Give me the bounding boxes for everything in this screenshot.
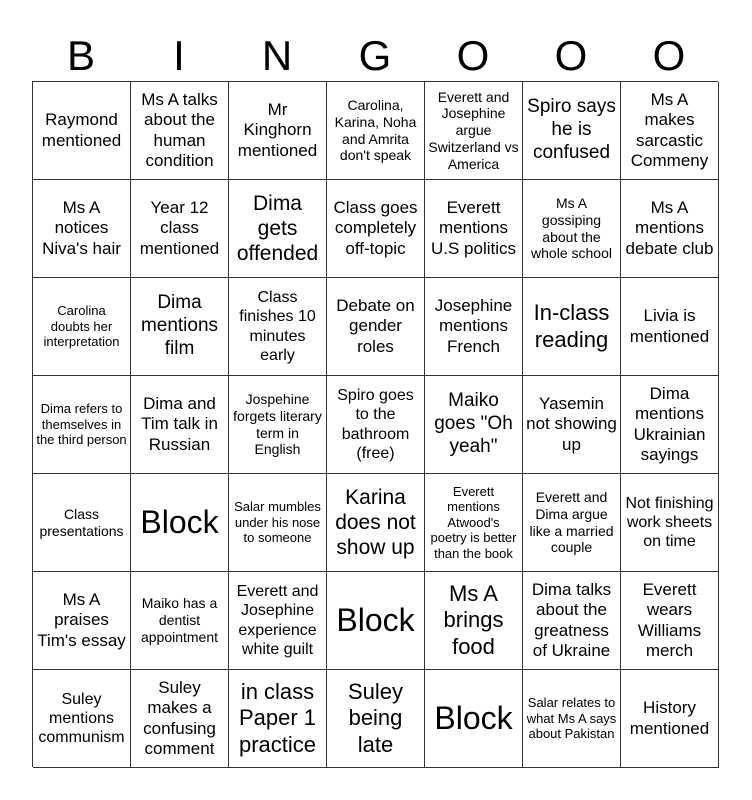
cell-text: Everett mentions Atwood's poetry is better than the book [430,483,517,561]
bingo-cell[interactable] [425,572,523,670]
bingo-cell[interactable] [131,180,229,278]
bingo-cell[interactable] [425,376,523,474]
bingo-cell[interactable] [523,376,621,474]
bingo-cell[interactable] [327,82,425,180]
bingo-cell[interactable] [327,376,425,474]
bingo-cell[interactable] [621,572,719,670]
cell-text: Spiro goes to the bathroom (free) [337,387,414,462]
bingo-cell[interactable] [523,82,621,180]
bingo-cell[interactable] [229,474,327,572]
bingo-cell[interactable] [229,82,327,180]
bingo-cell[interactable] [229,376,327,474]
cell-text: Block [434,700,513,737]
cell-text: Year 12 class mentioned [139,197,220,258]
bingo-cell[interactable] [621,82,719,180]
bingo-cell[interactable] [33,278,131,376]
bingo-cell[interactable] [131,278,229,376]
bingo-cell[interactable] [229,278,327,376]
bingo-cell[interactable] [327,180,425,278]
cell-text: Suley being late [347,678,404,757]
bingo-cell[interactable] [33,670,131,768]
bingo-cell[interactable] [327,474,425,572]
cell-text: Not finishing work sheets on time [625,494,714,551]
cell-text: Salar relates to what Ms A says about Pakistan [526,695,617,742]
bingo-cell[interactable] [523,670,621,768]
bingo-cell[interactable] [33,180,131,278]
cell-text: Raymond mentioned [41,110,122,150]
bingo-header [32,30,718,82]
cell-text: Dima and Tim talk in Russian [141,393,218,454]
header-letter: N [261,32,293,79]
cell-text: Dima refers to themselves in the third person [36,401,127,448]
bingo-cell[interactable] [131,82,229,180]
bingo-cell[interactable] [327,572,425,670]
cell-text: Dima mentions Ukrainian sayings [633,383,706,464]
bingo-cell[interactable] [621,474,719,572]
cell-text: Debate on gender roles [336,295,415,356]
cell-text: Ms A talks about the human condition [141,89,218,170]
cell-text: Spiro says he is confused [527,96,616,163]
cell-text: Mr Kinghorn mentioned [237,99,318,160]
cell-text: Livia is mentioned [629,306,710,346]
bingo-cell[interactable] [425,670,523,768]
cell-text: Everett wears Williams merch [637,579,702,660]
cell-text: Ms A mentions debate club [625,197,714,258]
bingo-cell[interactable] [523,572,621,670]
bingo-cell[interactable] [229,572,327,670]
cell-text: History mentioned [629,698,710,738]
bingo-cell[interactable] [523,278,621,376]
bingo-cell[interactable] [33,572,131,670]
bingo-cell[interactable] [621,180,719,278]
cell-text: Everett and Josephine experience white guilt [236,583,319,658]
bingo-cell[interactable] [33,376,131,474]
cell-text: Salar mumbles under his nose to someone [234,499,321,546]
bingo-cell[interactable] [621,376,719,474]
bingo-cell[interactable] [523,474,621,572]
bingo-cell[interactable] [621,670,719,768]
bingo-cell[interactable] [33,474,131,572]
cell-text: Josephine mentions French [434,295,513,356]
cell-text: Maiko has a dentist appointment [140,595,219,645]
bingo-cell[interactable] [327,670,425,768]
cell-text: Carolina doubts her interpretation [43,303,120,350]
cell-text: Ms A brings food [443,580,504,659]
cell-text: Ms A notices Niva's hair [42,197,121,258]
bingo-cell[interactable] [425,180,523,278]
bingo-cell[interactable] [229,670,327,768]
header-letter: B [66,32,95,79]
bingo-cell[interactable] [131,670,229,768]
cell-text: in class Paper 1 practice [238,678,317,757]
header-letter: O [554,32,588,79]
bingo-cell[interactable] [621,278,719,376]
cell-text: Jospehine forgets literary term in English [233,390,322,458]
cell-text: Ms A praises Tim's essay [37,589,126,650]
bingo-cell[interactable] [523,180,621,278]
cell-text: Ms A makes sarcastic Commeny [630,89,709,170]
cell-text: Dima mentions film [140,292,219,359]
cell-text: In-class reading [533,300,610,352]
bingo-cell[interactable] [33,82,131,180]
cell-text: Block [336,602,415,639]
bingo-cell[interactable] [327,278,425,376]
header-letter: I [173,32,185,79]
header-letter: G [358,32,392,79]
cell-text: Everett and Dima argue like a married couple [529,488,614,556]
cell-text: Class finishes 10 minutes early [239,289,316,364]
cell-text: Ms A gossiping about the whole school [531,194,612,262]
cell-text: Class goes completely off-topic [333,197,418,258]
bingo-cell[interactable] [425,82,523,180]
bingo-grid [32,81,718,767]
bingo-cell[interactable] [131,376,229,474]
header-letter: O [652,32,686,79]
cell-text: Everett mentions U.S politics [430,197,517,258]
cell-text: Carolina, Karina, Noha and Amrita don't speak [334,96,417,164]
bingo-cell[interactable] [229,180,327,278]
cell-text: Block [140,504,219,541]
cell-text: Suley makes a confusing comment [143,677,216,758]
cell-text: Everett and Josephine argue Switzerland vs America [428,88,519,172]
bingo-cell[interactable] [425,278,523,376]
cell-text: Karina does not show up [335,485,416,560]
bingo-cell[interactable] [425,474,523,572]
bingo-cell[interactable] [131,572,229,670]
cell-text: Yasemin not showing up [526,393,617,454]
cell-text: Dima talks about the greatness of Ukraine [531,579,612,660]
cell-text: Maiko goes "Oh yeah" [434,390,513,457]
bingo-cell[interactable] [131,474,229,572]
cell-text: Dima gets offended [236,191,319,266]
cell-text: Suley mentions communism [38,690,125,747]
cell-text: Class presentations [39,505,124,539]
header-letter: O [456,32,490,79]
